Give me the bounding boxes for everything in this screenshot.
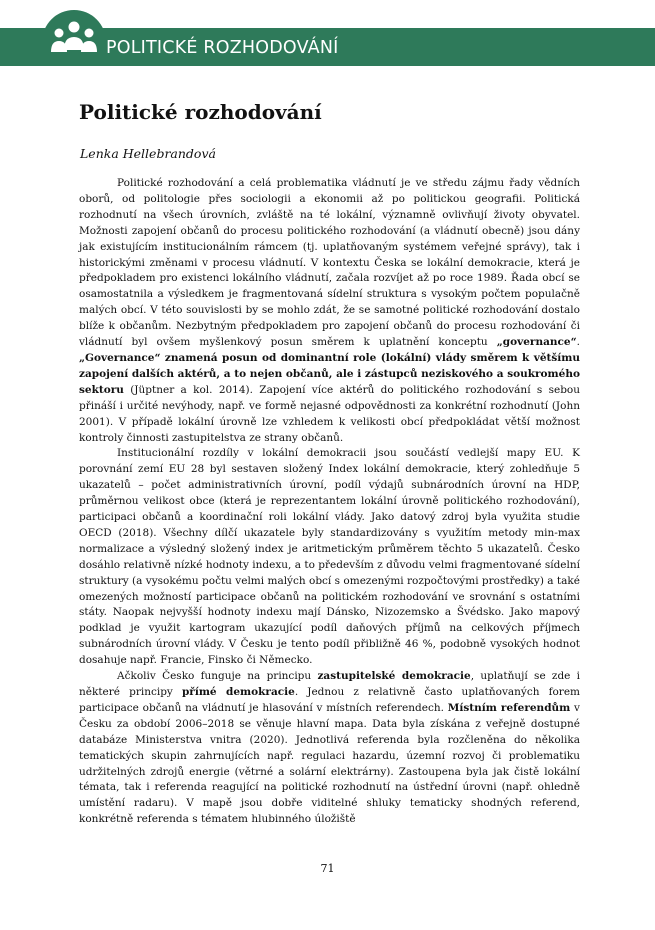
section-title: POLITICKÉ ROZHODOVÁNÍ (106, 38, 339, 58)
emphasis-text: přímé demokracie (181, 686, 295, 698)
header-emblem (42, 10, 106, 66)
paragraph (79, 176, 580, 446)
paragraph-text: Institucionální rozdíly v lokální demokracii jsou součástí vedlejší mapy EU. K porovnání zemí EU 28 byl sestaven složený Index lokální demokracie, který zohledňuje 5 ukazatelů – počet administrativních úrovní, podíl výdajů subnárodních úrovní na HDP, průměrnou velikost obce (která je reprezentantem lokální úrovně politického rozhodování), participaci občanů a koordinační roli lokální vlády. Jako datový zdroj byla využita studie OECD (2018). Všechny dílčí ukazatele byly standardizovány s využitím metody min-max normalizace a výsledný složený index je aritmetickým průměrem těchto 5 ukazatelů. Česko dosáhlo relativně nízké hodnoty indexu, a to především z důvodu velmi fragmentované sídelní struktury (a vysokému počtu velmi malých obcí s omezenými rozpočtovými prostředky) a také omezených možností participace občanů na politickém rozhodování ve srovnání s ostatními státy. Naopak nejvyšší hodnoty indexu mají Dánsko, Nizozemsko a Švédsko. Jako mapový podklad je využit kartogram ukazující podíl daňových příjmů na celkových příjmech subnárodních úrovní vlády. V Česku je tento podíl přibližně 46 %, podobně vysokých hodnot dosahuje např. Francie, Finsko či Německo. (79, 447, 580, 667)
chapter-header (0, 0, 655, 76)
people-group-icon (42, 10, 106, 66)
emphasis-text: „Governance“ znamená posun od dominantní role (lokální) vlády směrem k většímu zapojení dalších aktérů, a to nejen občanů, ale i zástupců neziskového a soukromého sektoru (79, 351, 580, 396)
paragraph-text: . (576, 336, 580, 349)
paragraph-text: Politické rozhodování a celá problematika vládnutí je ve středu zájmu řady vědních oborů, od politologie přes sociologii a ekonomii až po politickou geografii. Politická rozhodnutí na všech úrovních, zvláště na té lokální, významně ovlivňují životy obyvatel. Možnosti zapojení občanů do procesu politického rozhodování (a vládnutí obecně) jsou dány jak existujícím institucionálním rámcem (tj. uplatňovaným systémem veřejné správy), tak i historickými změnami v procesu vládnutí. V kontextu Česka se lokální demokracie, která je předpokladem pro existenci lokálního vládnutí, začala rozvíjet až po roce 1989. Řada obcí se osamostatnila a výsledkem je fragmentovaná sídelní struktura s vysokým počtem populačně malých obcí. V této souvislosti by se mohlo zdát, že se samotné politické rozhodování dostalo blíže k občanům. Nezbytným předpokladem pro zapojení občanů do procesu rozhodování či vládnutí byl ovšem myšlenkový posun směrem k uplatnění konceptu (79, 177, 580, 349)
paragraph (79, 446, 580, 669)
paragraph-text: . Jednou z relativně často uplatňovaných forem participace občanů na vládnutí je hlasování v místních referendech. (79, 686, 580, 714)
paragraph-text: (Jüptner a kol. 2014). Zapojení více aktérů do politického rozhodování s sebou přináší i určité nevýhody, např. ve formě nejasné odpovědnosti za konkrétní rozhodnutí (John 2001). V případě lokální úrovně lze vzhledem k velikosti obcí předpokládat větší možnost kontroly činnosti zastupitelstva ze strany občanů. (79, 383, 580, 444)
emphasis-text: „governance“ (496, 336, 577, 349)
paragraph-text: v Česku za období 2006–2018 se věnuje hlavní mapa. Data byla získána z veřejně dostupné databáze Ministerstva vnitra (2020). Jednotlivá referenda byla rozčleněna do několika tematických skupin zahrnujících např. regulaci hazardu, územní rozvoj či problematiku udržitelných zdrojů energie (větrné a solární elektrárny). Zastoupena byla jak čistě lokální témata, tak i referenda reagující na politické rozhodnutí na ústřední úrovni (např. ohledně umístění radaru). V mapě jsou dobře viditelné shluky tematicky shodných referend, konkrétně referenda s tématem hlubinného úložiště (79, 701, 580, 826)
article-author: Lenka Hellebrandová (80, 146, 216, 161)
paragraph (79, 669, 580, 828)
emphasis-text: zastupitelské demokracie (317, 670, 471, 683)
emphasis-text: Místním referendům (447, 701, 571, 714)
page-number: 71 (320, 862, 335, 875)
article-body (79, 176, 580, 828)
paragraph-text: Ačkoliv Česko funguje na principu (117, 670, 318, 683)
article-title: Politické rozhodování (79, 100, 322, 124)
paragraph-text: , uplatňují se zde i některé principy (79, 670, 581, 698)
